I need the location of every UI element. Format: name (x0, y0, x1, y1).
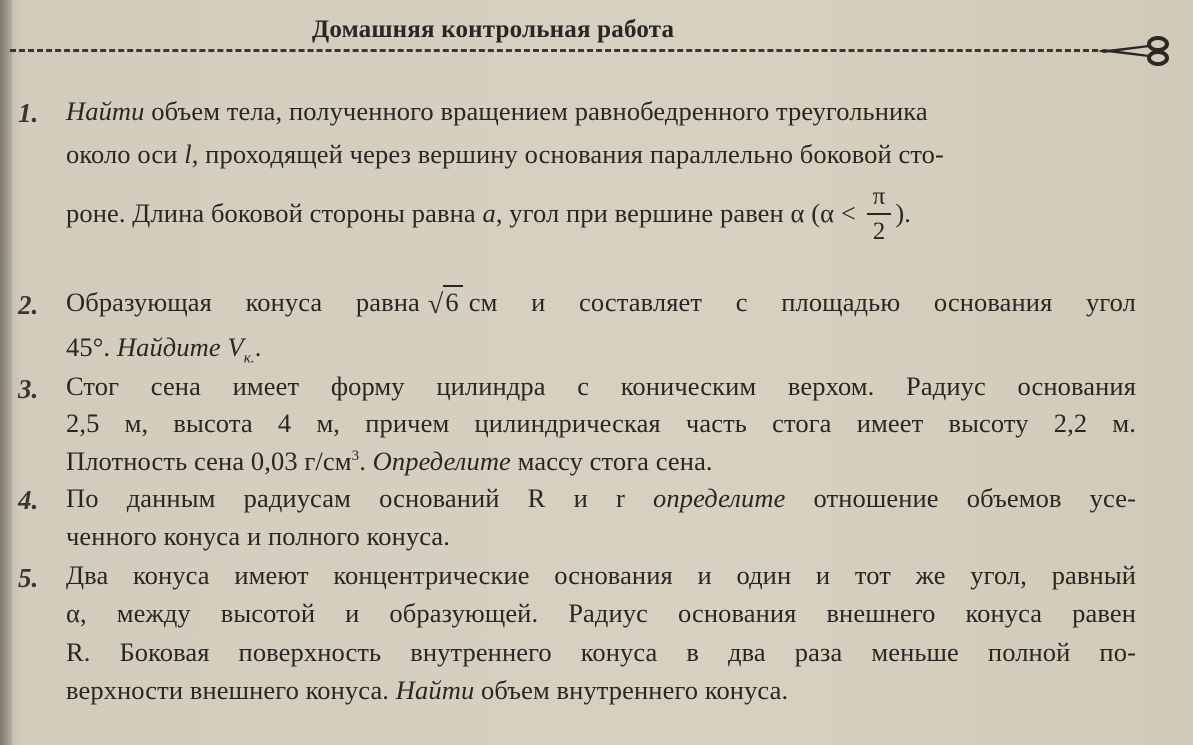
problem-text: отношение объемов усе- (785, 483, 1137, 513)
fraction-denominator: 2 (872, 218, 886, 245)
problem-text: около оси (66, 139, 185, 169)
problem-text: По данным радиусам оснований R и r (66, 483, 654, 513)
square-root (428, 287, 463, 319)
page-title: Домашняя контрольная работа (312, 16, 675, 43)
problem-line: Стог сена имеет форму цилиндра с коническим верхом. Радиус основания (66, 371, 1136, 401)
problem-line: 2,5 м, высота 4 м, причем цилиндрическая часть стога имеет высоту 2,2 м. (66, 408, 1136, 438)
problem-text: , угол при вершине равен α (α < (495, 198, 863, 229)
problem-line (66, 675, 788, 706)
problem-line (66, 446, 713, 477)
problem-number: 1. (18, 98, 39, 128)
superscript: 3 (351, 448, 360, 465)
scissors-icon (1096, 33, 1176, 69)
problem-number: 5. (18, 563, 39, 593)
problem-text: Плотность сена 0,03 г/см (66, 446, 352, 476)
problem-text: . (359, 446, 373, 476)
problem-line (66, 183, 912, 246)
problem-line: R. Боковая поверхность внутреннего конуса в два раза меньше полной по- (66, 637, 1136, 667)
problem-text: Образующая конуса равна (66, 287, 420, 317)
radicand: 6 (443, 285, 462, 317)
problem-text: см и составляет с площадью основания угол (468, 287, 1136, 317)
problem-line (66, 483, 1136, 514)
problem-text: ). (895, 198, 912, 229)
problem-text: . (254, 332, 262, 362)
problem-text: объем тела, полученного вращением равнобедренного треугольника (144, 96, 928, 126)
problem-line (66, 332, 261, 367)
fraction-numerator: π (867, 184, 892, 215)
problem-text: 45°. (66, 332, 117, 362)
problem-line: Два конуса имеют концентрические основания и один и тот же угол, равный (66, 560, 1136, 590)
problem-line: ченного конуса и полного конуса. (66, 521, 450, 551)
fraction (867, 184, 892, 244)
problem-number: 3. (18, 374, 39, 404)
cut-line (10, 49, 1098, 52)
problem-verb: Найти (395, 675, 475, 705)
problem-text: массу стога сена. (510, 446, 713, 476)
problem-text: роне. Длина боковой стороны равна (66, 198, 483, 229)
problem-verb: Найти (66, 96, 145, 126)
problem-verb: Определите (372, 446, 511, 476)
problem-verb: определите (653, 483, 786, 513)
problem-text: , проходящей через вершину основания параллельно боковой сто- (191, 139, 944, 169)
problem-number: 4. (18, 485, 39, 515)
axis-variable: l (184, 139, 192, 169)
subscript: к. (243, 350, 255, 367)
problem-line: α, между высотой и образующей. Радиус основания внешнего конуса равен (66, 598, 1136, 628)
problem-line (66, 139, 944, 170)
radical-sign: √ (427, 289, 444, 320)
problem-verb: Найдите V (116, 332, 244, 362)
problem-line (66, 96, 928, 127)
problem-number: 2. (18, 290, 39, 320)
side-variable: a (482, 198, 496, 229)
problem-line (66, 287, 1136, 319)
problem-text: верхности внешнего конуса. (66, 675, 396, 705)
problem-text: объем внутреннего конуса. (474, 675, 789, 705)
book-spine-shadow (0, 0, 12, 745)
